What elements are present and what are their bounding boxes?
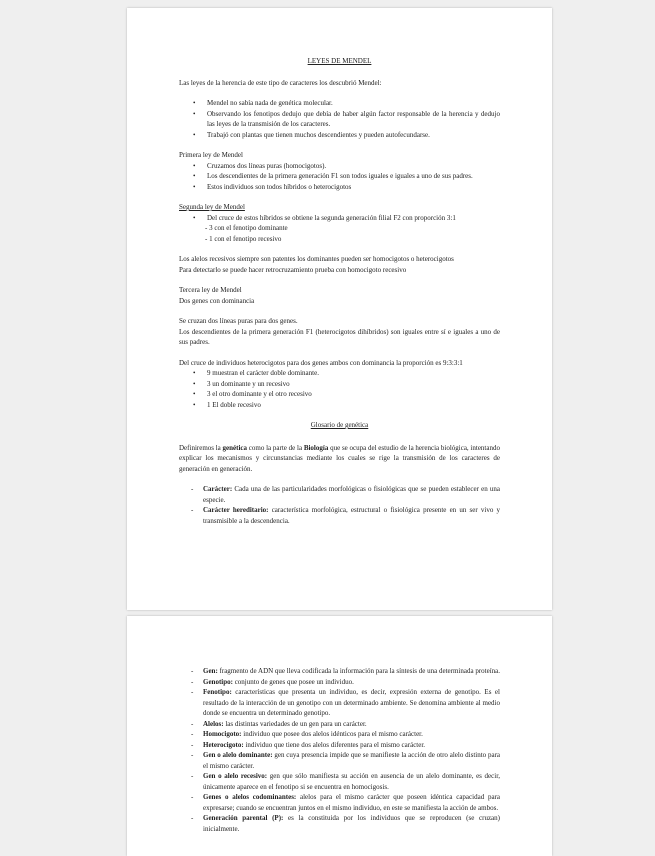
glossary-term: Alelos: xyxy=(203,719,224,728)
glossary-definition: las distintas variedades de un gen para un carácter. xyxy=(223,719,367,728)
glossary-item xyxy=(203,666,500,677)
definition-text: como la parte de la xyxy=(247,443,304,452)
glossary-definition: es la constituida por los individuos que se reproducen (se cruzan) inicialmente. xyxy=(203,814,500,833)
glossary-term: Genotipo: xyxy=(203,677,233,686)
definition-text: que se ocupa del estudio de la herencia biológica, intentando explicar los mecanismos y circunstancias mediante los cuales se rige la transmisión de los caracteres de generación en generación. xyxy=(179,443,500,473)
glossary-term: Carácter hereditario: xyxy=(203,506,269,514)
glossary-definition: gen que sólo manifiesta su acción en ausencia de un alelo dominante, es decir, únicamente aparece en el fenotipo si se encuentra en homocigosis. xyxy=(203,772,500,791)
second-law-dominant-line: - 3 con el fenotipo dominante xyxy=(205,224,288,232)
list-item: • 3 un dominante y un recesivo xyxy=(207,379,500,390)
list-item: • 3 el otro dominante y el otro recesivo xyxy=(207,389,500,400)
glossary-title: Glosario de genética xyxy=(310,421,369,429)
definition-term-genetica: genética xyxy=(222,443,248,452)
glossary-definition: Cada una de las particularidades morfológicas o fisiológicas que se pueden establecer en una especie. xyxy=(203,485,500,504)
third-law-heading: Tercera ley de Mendel xyxy=(179,286,242,294)
list-item: • Del cruce de estos híbridos se obtiene la segunda generación filial F2 con proporción 3:1 xyxy=(207,213,500,224)
glossary-item xyxy=(203,484,500,505)
glossary-list-page-1 xyxy=(179,484,500,526)
glossary-item xyxy=(203,771,500,792)
third-law-subheading: Dos genes con dominancia xyxy=(179,296,255,305)
glossary-item xyxy=(203,677,500,688)
glossary-term: Gen o alelo recesivo: xyxy=(203,772,268,780)
glossary-term: Fenotipo: xyxy=(203,688,232,696)
glossary-item xyxy=(203,729,500,740)
ratio-bullet-list xyxy=(179,368,500,410)
glossary-item xyxy=(203,750,500,771)
list-item: • Los descendientes de la primera generación F1 son todos iguales e iguales a uno de sus padres. xyxy=(207,171,500,182)
glossary-definition: característica morfológica, estructural o fisiológica presente en un ser vivo y transmisible a la descendencia. xyxy=(203,506,501,525)
list-item: • Observando los fenotipos dedujo que debía de haber algún factor responsable de la herencia y dedujo las leyes de la transmisión de los caracteres. xyxy=(207,109,500,130)
list-item: • Estos individuos son todos híbridos o heterocigotos xyxy=(207,182,500,193)
list-item: • Cruzamos dos líneas puras (homocigotos). xyxy=(207,161,500,172)
recessive-paragraph: Los alelos recesivos siempre son patentes los dominantes pueden ser homocigotos o heterocigotos xyxy=(179,255,454,263)
definition-term-biologia: Biología xyxy=(303,443,329,452)
glossary-definition: gen cuya presencia impide que se manifieste la acción de otro alelo distinto para el mismo carácter. xyxy=(203,751,501,770)
glossary-definition: conjunto de genes que posee un individuo. xyxy=(232,677,354,686)
glossary-definition: características que presenta un individuo, es decir, expresión externa de genotipo. Es el resultado de la interacción de un genotipo con un determinado ambiente. Se denomina ambiente al medio donde se encuentra un determinado genotipo. xyxy=(203,688,500,717)
document-page-1 xyxy=(127,8,552,610)
glossary-term: Gen: xyxy=(203,667,218,675)
second-law-bullet-list xyxy=(179,213,500,224)
intro-bullet-list xyxy=(179,98,500,140)
glossary-definition: individuo que posee dos alelos idénticos para el mismo carácter. xyxy=(241,730,423,738)
cross-paragraph-3: Del cruce de individuos heterocigotos para dos genes ambos con dominancia la proporción es 9:3:3:1 xyxy=(179,358,463,367)
glossary-item xyxy=(203,719,500,730)
glossary-term: Heterocigoto: xyxy=(203,740,244,749)
glossary-item xyxy=(203,687,500,719)
list-item: • Mendel no sabía nada de genética molecular. xyxy=(207,98,500,109)
first-law-bullet-list xyxy=(179,161,500,193)
first-law-heading: Primera ley de Mendel xyxy=(179,151,243,159)
glossary-definition: fragmento de ADN que lleva codificada la información para la síntesis de una determinada proteína. xyxy=(217,667,501,675)
document-page-2 xyxy=(127,616,552,856)
second-law-heading: Segunda ley de Mendel xyxy=(179,203,245,211)
cross-paragraph-1: Se cruzan dos líneas puras para dos genes. xyxy=(179,317,298,325)
glossary-definition: alelos para el mismo carácter que poseen idéntica capacidad para expresarse; cuando se encuentran juntos en el mismo individuo, en este se manifiesta la acción de ambos. xyxy=(203,793,500,812)
glossary-term: Genes o alelos codominantes: xyxy=(203,793,297,801)
list-item: • 1 El doble recesivo xyxy=(207,400,500,411)
glossary-term: Carácter: xyxy=(203,485,233,493)
definition-paragraph xyxy=(179,443,500,475)
glossary-term: Homocigoto: xyxy=(203,730,242,738)
glossary-item xyxy=(203,505,500,526)
cross-paragraph-2: Los descendientes de la primera generación F1 (heterocigotos dihíbridos) son iguales entre sí e iguales a uno de sus padres. xyxy=(179,327,500,346)
second-law-recessive-line: - 1 con el fenotipo recesivo xyxy=(205,234,282,243)
glossary-term: Generación parental (P): xyxy=(203,814,284,822)
document-title: LEYES DE MENDEL xyxy=(307,57,372,65)
glossary-item xyxy=(203,792,500,813)
definition-text: Definiremos la xyxy=(179,443,223,452)
backcross-paragraph: Para detectarlo se puede hacer retrocruzamiento prueba con homocigoto recesivo xyxy=(179,265,407,274)
glossary-definition: individuo que tiene dos alelos diferentes para el mismo carácter. xyxy=(243,740,426,749)
glossary-term: Gen o alelo dominante: xyxy=(203,751,273,759)
list-item: • 9 muestran el carácter doble dominante. xyxy=(207,368,500,379)
list-item: • Trabajó con plantas que tienen muchos descendientes y pueden autofecundarse. xyxy=(207,130,500,141)
glossary-item xyxy=(203,813,500,834)
intro-paragraph: Las leyes de la herencia de este tipo de caracteres los descubrió Mendel: xyxy=(179,78,382,87)
glossary-item xyxy=(203,740,500,751)
glossary-list-page-2 xyxy=(179,666,500,834)
